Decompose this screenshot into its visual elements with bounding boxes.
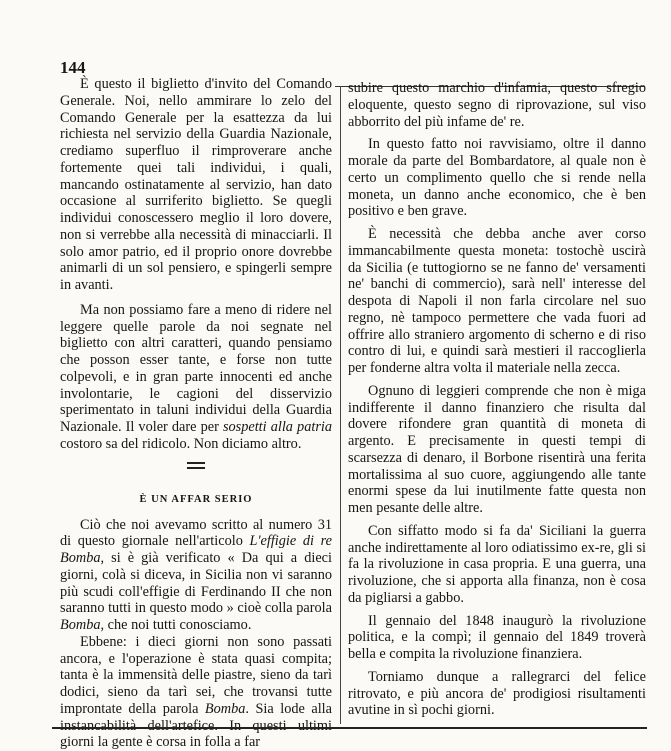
paragraph-continuation: subire questo marchio d'infamia, questo sfregio eloquente, questo segno di riprovazione, sul viso abborrito del più infame de' re.: [348, 80, 646, 130]
separator-bar: [187, 467, 205, 469]
text-run: Ebbene: i dieci giorni non sono passati ancora, e l'operazione è stata quasi compita; tanta è la immensità delle piastre, sieno da tarì dodici, sieno da tarì sei, che trovansi tutte improntate della parola: [60, 633, 332, 717]
text-run: costoro sa del ridicolo. Non diciamo altro.: [60, 435, 302, 452]
italic-run: sospetti alla patria: [222, 419, 332, 435]
paragraph-effigie: [60, 517, 332, 634]
paragraph-ridere: [60, 302, 332, 453]
separator-bar: [187, 462, 205, 464]
section-separator: [60, 459, 332, 475]
italic-run: Bomba: [60, 617, 101, 633]
text-run: Ciò che noi avevamo scritto al numero 31 di questo giornale nell'articolo: [60, 516, 332, 550]
right-column: [348, 80, 646, 719]
paragraph-guerra: Con siffatto modo si fa da' Siciliani la guerra anche indirettamente al loro odiatissimo ex-re, gli si fa la rivoluzione in casa propria. E una guerra, una rivoluzione, che si apporta alla finanza, non è cosa da pigliarsi a gabbo.: [348, 522, 646, 606]
italic-run: Bomba: [204, 700, 246, 717]
paragraph-necessita: È necessità che debba anche aver corso immancabilmente questa moneta: tostochè uscirà da Sicilia (e tuttogiorno se ne fanno de' versamenti ne' banchi di commercio), sarà nell' interesse del despota di Napoli il non farla circolare nel suo regno, nè tampoco permettere che vada fuori ad offrire allo straniero argomento di scherno e di riso contro di lui, e quindi sarà mestieri il raccoglierla per fonderne altra volta il materiale nella zecca.: [348, 226, 646, 376]
text-run: . Sia lode alla instancabilità dell'artefice. In questi ultimi giorni la gente è corsa in folla a far: [60, 700, 332, 751]
left-column: [60, 76, 332, 751]
paragraph-gennaio: Il gennaio del 1848 inaugurò la rivoluzione politica, e la compì; il gennaio del 1849 troverà bella e compita la rivoluzione finanziera.: [348, 612, 646, 662]
paragraph-danno-morale: In questo fatto noi ravvisiamo, oltre il danno morale da parte del Bombardatore, al quale non è certo un complimento quello che si rende nella moneta, un danno anche economico, che è ben positivo e ben grave.: [348, 136, 646, 220]
bottom-rule: [52, 727, 647, 729]
page-number: 144: [60, 58, 86, 77]
paragraph-comando-generale: È questo il biglietto d'invito del Comando Generale. Noi, nello ammirare lo zelo del Comando Generale per la esattezza da lui richiesta nel servizio della Guardia Nazionale, crediamo superfluo il rimproverare anche fortemente quei tali individui, i quali, mancando ostinatamente al servizio, han dato occasione al surriferito biglietto. Se quegli individui conoscessero meglio il loro dovere, non si verrebbe alla necessità di minacciarli. Il solo amor patrio, ed il proprio onore dovrebbe animarli di un sol pensiero, e spingerli sempre in avanti.: [60, 76, 332, 293]
text-run: , che noi tutti conosciamo.: [100, 617, 252, 633]
italic-run: L'effigie di re Bomba: [60, 533, 332, 566]
paragraph-ebbene: [60, 634, 332, 751]
paragraph-gap: [60, 294, 332, 302]
column-divider: [340, 86, 341, 724]
paragraph-danno-finanziero: Ognuno di leggieri comprende che non è miga indifferente il danno finanziero che risulta dal dovere rifondere gran quantità di moneta di argento. E precisamente in questi tempi di scarsezza di denaro, il Borbone risentirà una ferita mortalissima al suo cuore, aggiungendo alle tante enormi spese da lui inutilmente fatte questa non men pesante delle altre.: [348, 382, 646, 516]
text-run: Ma non possiamo fare a meno di ridere nel leggere quelle parole da noi segnate nel biglietto con altri caratteri, quando pensiamo che posson esser tante, e forse non tutte colpevoli, e in gran parte innocenti ed anche involontarie, le cagioni del disservizio sperimentato in taluni individui della Guardia Nazionale. Il voler dare per: [60, 301, 332, 435]
text-run: , si è già verificato « Da qui a dieci giorni, colà si diceva, in Sicilia non vi saranno più scudi coll'effigie di Ferdinando II che non saranno tutti in questo modo » cioè colla parola: [60, 550, 332, 617]
section-title: È UN AFFAR SERIO: [139, 493, 253, 505]
paragraph-torniamo: Torniamo dunque a rallegrarci del felice ritrovato, e più ancora de' prodigiosi risultamenti avutine in sì pochi giorni.: [348, 668, 646, 719]
